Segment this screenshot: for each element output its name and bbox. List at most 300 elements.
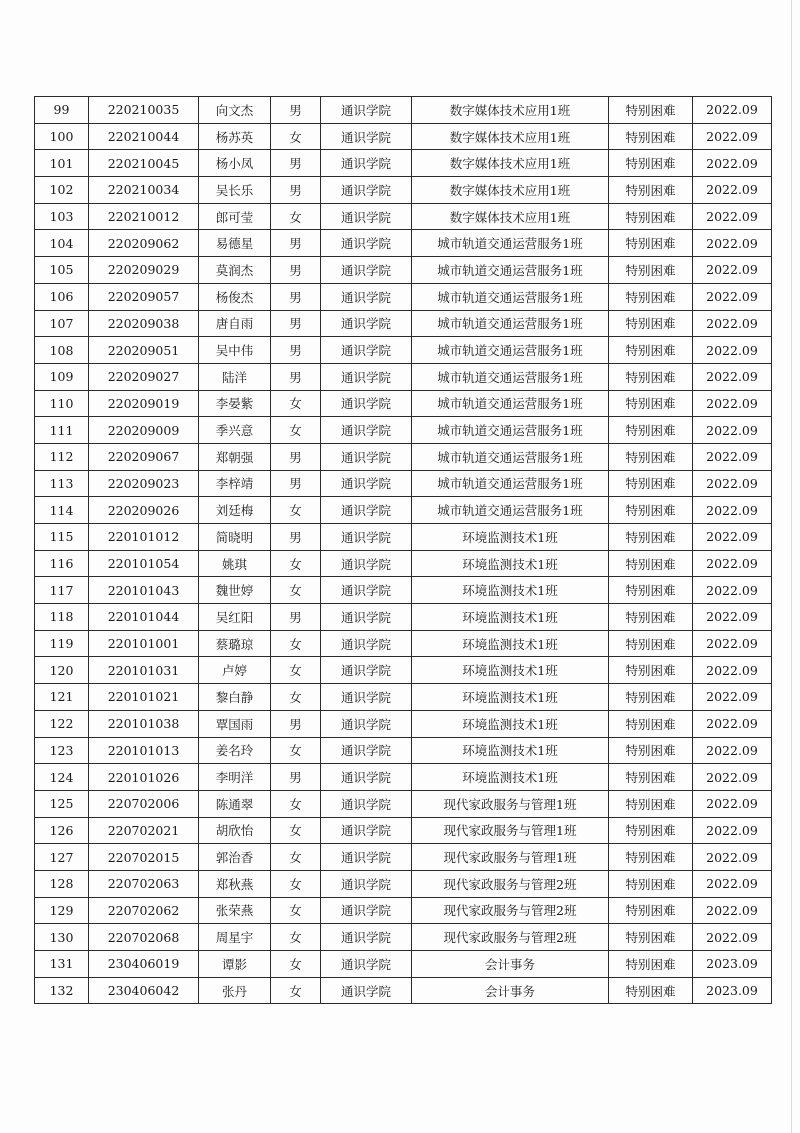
difficulty-level-cell: 特别困难 [609,737,693,764]
student-name-cell: 郎可莹 [199,203,271,230]
enroll-date-cell: 2022.09 [693,710,772,737]
enroll-date-cell: 2022.09 [693,497,772,524]
student-name-cell: 周星宇 [199,924,271,951]
gender-cell: 女 [271,203,321,230]
gender-cell: 男 [271,177,321,204]
row-number-cell: 129 [35,897,89,924]
enroll-date-cell: 2022.09 [693,337,772,364]
enroll-date-cell: 2023.09 [693,951,772,978]
row-number-cell: 108 [35,337,89,364]
table-row [35,977,772,1004]
class-cell: 城市轨道交通运营服务1班 [412,230,609,257]
row-number-cell: 113 [35,470,89,497]
table-row [35,817,772,844]
enroll-date-cell: 2022.09 [693,177,772,204]
student-id-cell: 220209009 [89,417,199,444]
student-name-cell: 陈通翠 [199,790,271,817]
class-cell: 现代家政服务与管理2班 [412,924,609,951]
enroll-date-cell: 2023.09 [693,977,772,1004]
gender-cell: 女 [271,630,321,657]
student-id-cell: 220101044 [89,604,199,631]
difficulty-level-cell: 特别困难 [609,977,693,1004]
row-number-cell: 103 [35,203,89,230]
enroll-date-cell: 2022.09 [693,203,772,230]
student-id-cell: 230406042 [89,977,199,1004]
college-cell: 通识学院 [321,577,412,604]
table-row [35,337,772,364]
table-row [35,684,772,711]
table-row [35,283,772,310]
student-name-cell: 陆洋 [199,363,271,390]
class-cell: 数字媒体技术应用1班 [412,203,609,230]
college-cell: 通识学院 [321,977,412,1004]
class-cell: 数字媒体技术应用1班 [412,123,609,150]
student-name-cell: 覃国雨 [199,710,271,737]
gender-cell: 男 [271,257,321,284]
row-number-cell: 125 [35,790,89,817]
college-cell: 通识学院 [321,97,412,124]
difficulty-level-cell: 特别困难 [609,417,693,444]
college-cell: 通识学院 [321,470,412,497]
student-name-cell: 郭治香 [199,844,271,871]
class-cell: 环境监测技术1班 [412,550,609,577]
college-cell: 通识学院 [321,710,412,737]
table-row [35,177,772,204]
gender-cell: 女 [271,417,321,444]
difficulty-level-cell: 特别困难 [609,123,693,150]
student-id-cell: 220101001 [89,630,199,657]
student-name-cell: 谭影 [199,951,271,978]
student-id-cell: 220209019 [89,390,199,417]
student-name-cell: 简晓明 [199,524,271,551]
student-name-cell: 吴中伟 [199,337,271,364]
difficulty-level-cell: 特别困难 [609,283,693,310]
college-cell: 通识学院 [321,870,412,897]
enroll-date-cell: 2022.09 [693,123,772,150]
enroll-date-cell: 2022.09 [693,684,772,711]
class-cell: 环境监测技术1班 [412,630,609,657]
row-number-cell: 107 [35,310,89,337]
student-id-cell: 220101031 [89,657,199,684]
student-name-cell: 姚琪 [199,550,271,577]
enroll-date-cell: 2022.09 [693,550,772,577]
row-number-cell: 121 [35,684,89,711]
student-name-cell: 杨俊杰 [199,283,271,310]
college-cell: 通识学院 [321,684,412,711]
college-cell: 通识学院 [321,790,412,817]
table-row [35,897,772,924]
student-name-cell: 郑朝强 [199,443,271,470]
row-number-cell: 101 [35,150,89,177]
class-cell: 城市轨道交通运营服务1班 [412,337,609,364]
row-number-cell: 127 [35,844,89,871]
gender-cell: 女 [271,577,321,604]
enroll-date-cell: 2022.09 [693,817,772,844]
row-number-cell: 110 [35,390,89,417]
student-id-cell: 220101013 [89,737,199,764]
student-name-cell: 黎白静 [199,684,271,711]
class-cell: 现代家政服务与管理1班 [412,817,609,844]
table-row [35,844,772,871]
table-row [35,470,772,497]
student-id-cell: 220101043 [89,577,199,604]
gender-cell: 男 [271,764,321,791]
college-cell: 通识学院 [321,497,412,524]
class-cell: 城市轨道交通运营服务1班 [412,470,609,497]
college-cell: 通识学院 [321,897,412,924]
student-name-cell: 季兴意 [199,417,271,444]
enroll-date-cell: 2022.09 [693,363,772,390]
table-row [35,577,772,604]
row-number-cell: 100 [35,123,89,150]
student-id-cell: 220702021 [89,817,199,844]
enroll-date-cell: 2022.09 [693,470,772,497]
gender-cell: 女 [271,123,321,150]
class-cell: 会计事务 [412,951,609,978]
class-cell: 城市轨道交通运营服务1班 [412,283,609,310]
difficulty-level-cell: 特别困难 [609,630,693,657]
class-cell: 现代家政服务与管理2班 [412,870,609,897]
gender-cell: 女 [271,951,321,978]
student-id-cell: 220702006 [89,790,199,817]
student-name-cell: 郑秋燕 [199,870,271,897]
enroll-date-cell: 2022.09 [693,230,772,257]
row-number-cell: 99 [35,97,89,124]
row-number-cell: 109 [35,363,89,390]
gender-cell: 女 [271,737,321,764]
gender-cell: 女 [271,390,321,417]
enroll-date-cell: 2022.09 [693,604,772,631]
college-cell: 通识学院 [321,844,412,871]
table-row [35,657,772,684]
class-cell: 城市轨道交通运营服务1班 [412,390,609,417]
student-id-cell: 220702015 [89,844,199,871]
table-row [35,630,772,657]
enroll-date-cell: 2022.09 [693,924,772,951]
college-cell: 通识学院 [321,230,412,257]
gender-cell: 女 [271,550,321,577]
student-id-cell: 220702063 [89,870,199,897]
student-id-cell: 220101054 [89,550,199,577]
class-cell: 城市轨道交通运营服务1班 [412,443,609,470]
gender-cell: 男 [271,337,321,364]
gender-cell: 男 [271,230,321,257]
enroll-date-cell: 2022.09 [693,764,772,791]
difficulty-level-cell: 特别困难 [609,870,693,897]
college-cell: 通识学院 [321,310,412,337]
difficulty-level-cell: 特别困难 [609,684,693,711]
gender-cell: 女 [271,870,321,897]
college-cell: 通识学院 [321,817,412,844]
gender-cell: 男 [271,443,321,470]
scan-edge-line [791,0,792,1133]
student-id-cell: 220702062 [89,897,199,924]
class-cell: 数字媒体技术应用1班 [412,150,609,177]
student-name-cell: 张荣燕 [199,897,271,924]
class-cell: 城市轨道交通运营服务1班 [412,310,609,337]
student-name-cell: 张丹 [199,977,271,1004]
table-row [35,150,772,177]
gender-cell: 男 [271,470,321,497]
student-id-cell: 220209023 [89,470,199,497]
difficulty-level-cell: 特别困难 [609,177,693,204]
difficulty-level-cell: 特别困难 [609,604,693,631]
college-cell: 通识学院 [321,657,412,684]
student-name-cell: 刘廷梅 [199,497,271,524]
difficulty-level-cell: 特别困难 [609,790,693,817]
enroll-date-cell: 2022.09 [693,870,772,897]
student-id-cell: 220101012 [89,524,199,551]
college-cell: 通识学院 [321,337,412,364]
college-cell: 通识学院 [321,363,412,390]
difficulty-level-cell: 特别困难 [609,524,693,551]
class-cell: 现代家政服务与管理2班 [412,897,609,924]
table-row [35,363,772,390]
row-number-cell: 124 [35,764,89,791]
difficulty-level-cell: 特别困难 [609,924,693,951]
college-cell: 通识学院 [321,390,412,417]
class-cell: 环境监测技术1班 [412,737,609,764]
college-cell: 通识学院 [321,604,412,631]
difficulty-level-cell: 特别困难 [609,257,693,284]
class-cell: 数字媒体技术应用1班 [412,97,609,124]
class-cell: 城市轨道交通运营服务1班 [412,363,609,390]
difficulty-level-cell: 特别困难 [609,844,693,871]
student-roster-table [34,96,772,1004]
gender-cell: 男 [271,524,321,551]
row-number-cell: 132 [35,977,89,1004]
enroll-date-cell: 2022.09 [693,150,772,177]
college-cell: 通识学院 [321,177,412,204]
student-id-cell: 220101038 [89,710,199,737]
row-number-cell: 114 [35,497,89,524]
table-row [35,870,772,897]
student-id-cell: 220210045 [89,150,199,177]
difficulty-level-cell: 特别困难 [609,203,693,230]
student-name-cell: 李梓靖 [199,470,271,497]
gender-cell: 男 [271,604,321,631]
difficulty-level-cell: 特别困难 [609,497,693,524]
enroll-date-cell: 2022.09 [693,390,772,417]
gender-cell: 男 [271,150,321,177]
enroll-date-cell: 2022.09 [693,283,772,310]
student-id-cell: 220209038 [89,310,199,337]
college-cell: 通识学院 [321,123,412,150]
row-number-cell: 106 [35,283,89,310]
student-name-cell: 蔡璐琼 [199,630,271,657]
college-cell: 通识学院 [321,550,412,577]
table-row [35,97,772,124]
difficulty-level-cell: 特别困难 [609,951,693,978]
student-name-cell: 莫润杰 [199,257,271,284]
table-row [35,550,772,577]
student-name-cell: 李明洋 [199,764,271,791]
difficulty-level-cell: 特别困难 [609,443,693,470]
difficulty-level-cell: 特别困难 [609,657,693,684]
student-id-cell: 220210012 [89,203,199,230]
row-number-cell: 116 [35,550,89,577]
difficulty-level-cell: 特别困难 [609,363,693,390]
student-id-cell: 220209051 [89,337,199,364]
table-row [35,524,772,551]
enroll-date-cell: 2022.09 [693,844,772,871]
gender-cell: 女 [271,817,321,844]
difficulty-level-cell: 特别困难 [609,470,693,497]
difficulty-level-cell: 特别困难 [609,337,693,364]
difficulty-level-cell: 特别困难 [609,710,693,737]
class-cell: 现代家政服务与管理1班 [412,790,609,817]
difficulty-level-cell: 特别困难 [609,230,693,257]
difficulty-level-cell: 特别困难 [609,550,693,577]
student-id-cell: 220702068 [89,924,199,951]
row-number-cell: 115 [35,524,89,551]
table-row [35,230,772,257]
table-row [35,951,772,978]
difficulty-level-cell: 特别困难 [609,764,693,791]
table-row [35,310,772,337]
enroll-date-cell: 2022.09 [693,310,772,337]
student-name-cell: 姜名玲 [199,737,271,764]
difficulty-level-cell: 特别困难 [609,390,693,417]
college-cell: 通识学院 [321,443,412,470]
student-id-cell: 230406019 [89,951,199,978]
row-number-cell: 126 [35,817,89,844]
table-row [35,790,772,817]
row-number-cell: 102 [35,177,89,204]
student-id-cell: 220209029 [89,257,199,284]
college-cell: 通识学院 [321,737,412,764]
college-cell: 通识学院 [321,417,412,444]
class-cell: 会计事务 [412,977,609,1004]
enroll-date-cell: 2022.09 [693,524,772,551]
row-number-cell: 131 [35,951,89,978]
student-name-cell: 吴长乐 [199,177,271,204]
enroll-date-cell: 2022.09 [693,97,772,124]
row-number-cell: 104 [35,230,89,257]
class-cell: 环境监测技术1班 [412,764,609,791]
class-cell: 现代家政服务与管理1班 [412,844,609,871]
class-cell: 环境监测技术1班 [412,604,609,631]
student-id-cell: 220210034 [89,177,199,204]
row-number-cell: 128 [35,870,89,897]
row-number-cell: 118 [35,604,89,631]
difficulty-level-cell: 特别困难 [609,310,693,337]
enroll-date-cell: 2022.09 [693,417,772,444]
difficulty-level-cell: 特别困难 [609,817,693,844]
row-number-cell: 105 [35,257,89,284]
gender-cell: 男 [271,283,321,310]
class-cell: 城市轨道交通运营服务1班 [412,257,609,284]
student-id-cell: 220101026 [89,764,199,791]
college-cell: 通识学院 [321,283,412,310]
enroll-date-cell: 2022.09 [693,657,772,684]
student-name-cell: 卢婷 [199,657,271,684]
student-id-cell: 220210044 [89,123,199,150]
student-id-cell: 220209026 [89,497,199,524]
student-name-cell: 吴红阳 [199,604,271,631]
row-number-cell: 111 [35,417,89,444]
gender-cell: 男 [271,363,321,390]
college-cell: 通识学院 [321,764,412,791]
student-id-cell: 220209057 [89,283,199,310]
class-cell: 环境监测技术1班 [412,684,609,711]
gender-cell: 女 [271,897,321,924]
student-name-cell: 杨苏英 [199,123,271,150]
gender-cell: 男 [271,310,321,337]
table-row [35,604,772,631]
table-row [35,257,772,284]
enroll-date-cell: 2022.09 [693,790,772,817]
table-row [35,390,772,417]
college-cell: 通识学院 [321,951,412,978]
student-id-cell: 220209027 [89,363,199,390]
student-id-cell: 220101021 [89,684,199,711]
enroll-date-cell: 2022.09 [693,897,772,924]
student-id-cell: 220210035 [89,97,199,124]
class-cell: 数字媒体技术应用1班 [412,177,609,204]
table-row [35,123,772,150]
college-cell: 通识学院 [321,203,412,230]
gender-cell: 女 [271,657,321,684]
college-cell: 通识学院 [321,630,412,657]
gender-cell: 女 [271,977,321,1004]
row-number-cell: 122 [35,710,89,737]
class-cell: 环境监测技术1班 [412,577,609,604]
row-number-cell: 123 [35,737,89,764]
difficulty-level-cell: 特别困难 [609,150,693,177]
student-name-cell: 杨小凤 [199,150,271,177]
class-cell: 环境监测技术1班 [412,524,609,551]
row-number-cell: 120 [35,657,89,684]
student-name-cell: 魏世婷 [199,577,271,604]
table-row [35,924,772,951]
row-number-cell: 112 [35,443,89,470]
row-number-cell: 130 [35,924,89,951]
class-cell: 环境监测技术1班 [412,710,609,737]
class-cell: 环境监测技术1班 [412,657,609,684]
college-cell: 通识学院 [321,150,412,177]
student-name-cell: 唐自雨 [199,310,271,337]
table-row [35,764,772,791]
gender-cell: 女 [271,684,321,711]
enroll-date-cell: 2022.09 [693,630,772,657]
gender-cell: 女 [271,844,321,871]
student-name-cell: 向文杰 [199,97,271,124]
difficulty-level-cell: 特别困难 [609,577,693,604]
table-row [35,497,772,524]
student-name-cell: 胡欣怡 [199,817,271,844]
student-name-cell: 易德星 [199,230,271,257]
table-row [35,737,772,764]
row-number-cell: 119 [35,630,89,657]
enroll-date-cell: 2022.09 [693,577,772,604]
table-row [35,417,772,444]
difficulty-level-cell: 特别困难 [609,897,693,924]
student-id-cell: 220209062 [89,230,199,257]
table-row [35,710,772,737]
college-cell: 通识学院 [321,924,412,951]
row-number-cell: 117 [35,577,89,604]
difficulty-level-cell: 特别困难 [609,97,693,124]
roster-body [35,97,772,1004]
class-cell: 城市轨道交通运营服务1班 [412,497,609,524]
gender-cell: 女 [271,924,321,951]
enroll-date-cell: 2022.09 [693,737,772,764]
gender-cell: 男 [271,710,321,737]
enroll-date-cell: 2022.09 [693,443,772,470]
college-cell: 通识学院 [321,524,412,551]
college-cell: 通识学院 [321,257,412,284]
